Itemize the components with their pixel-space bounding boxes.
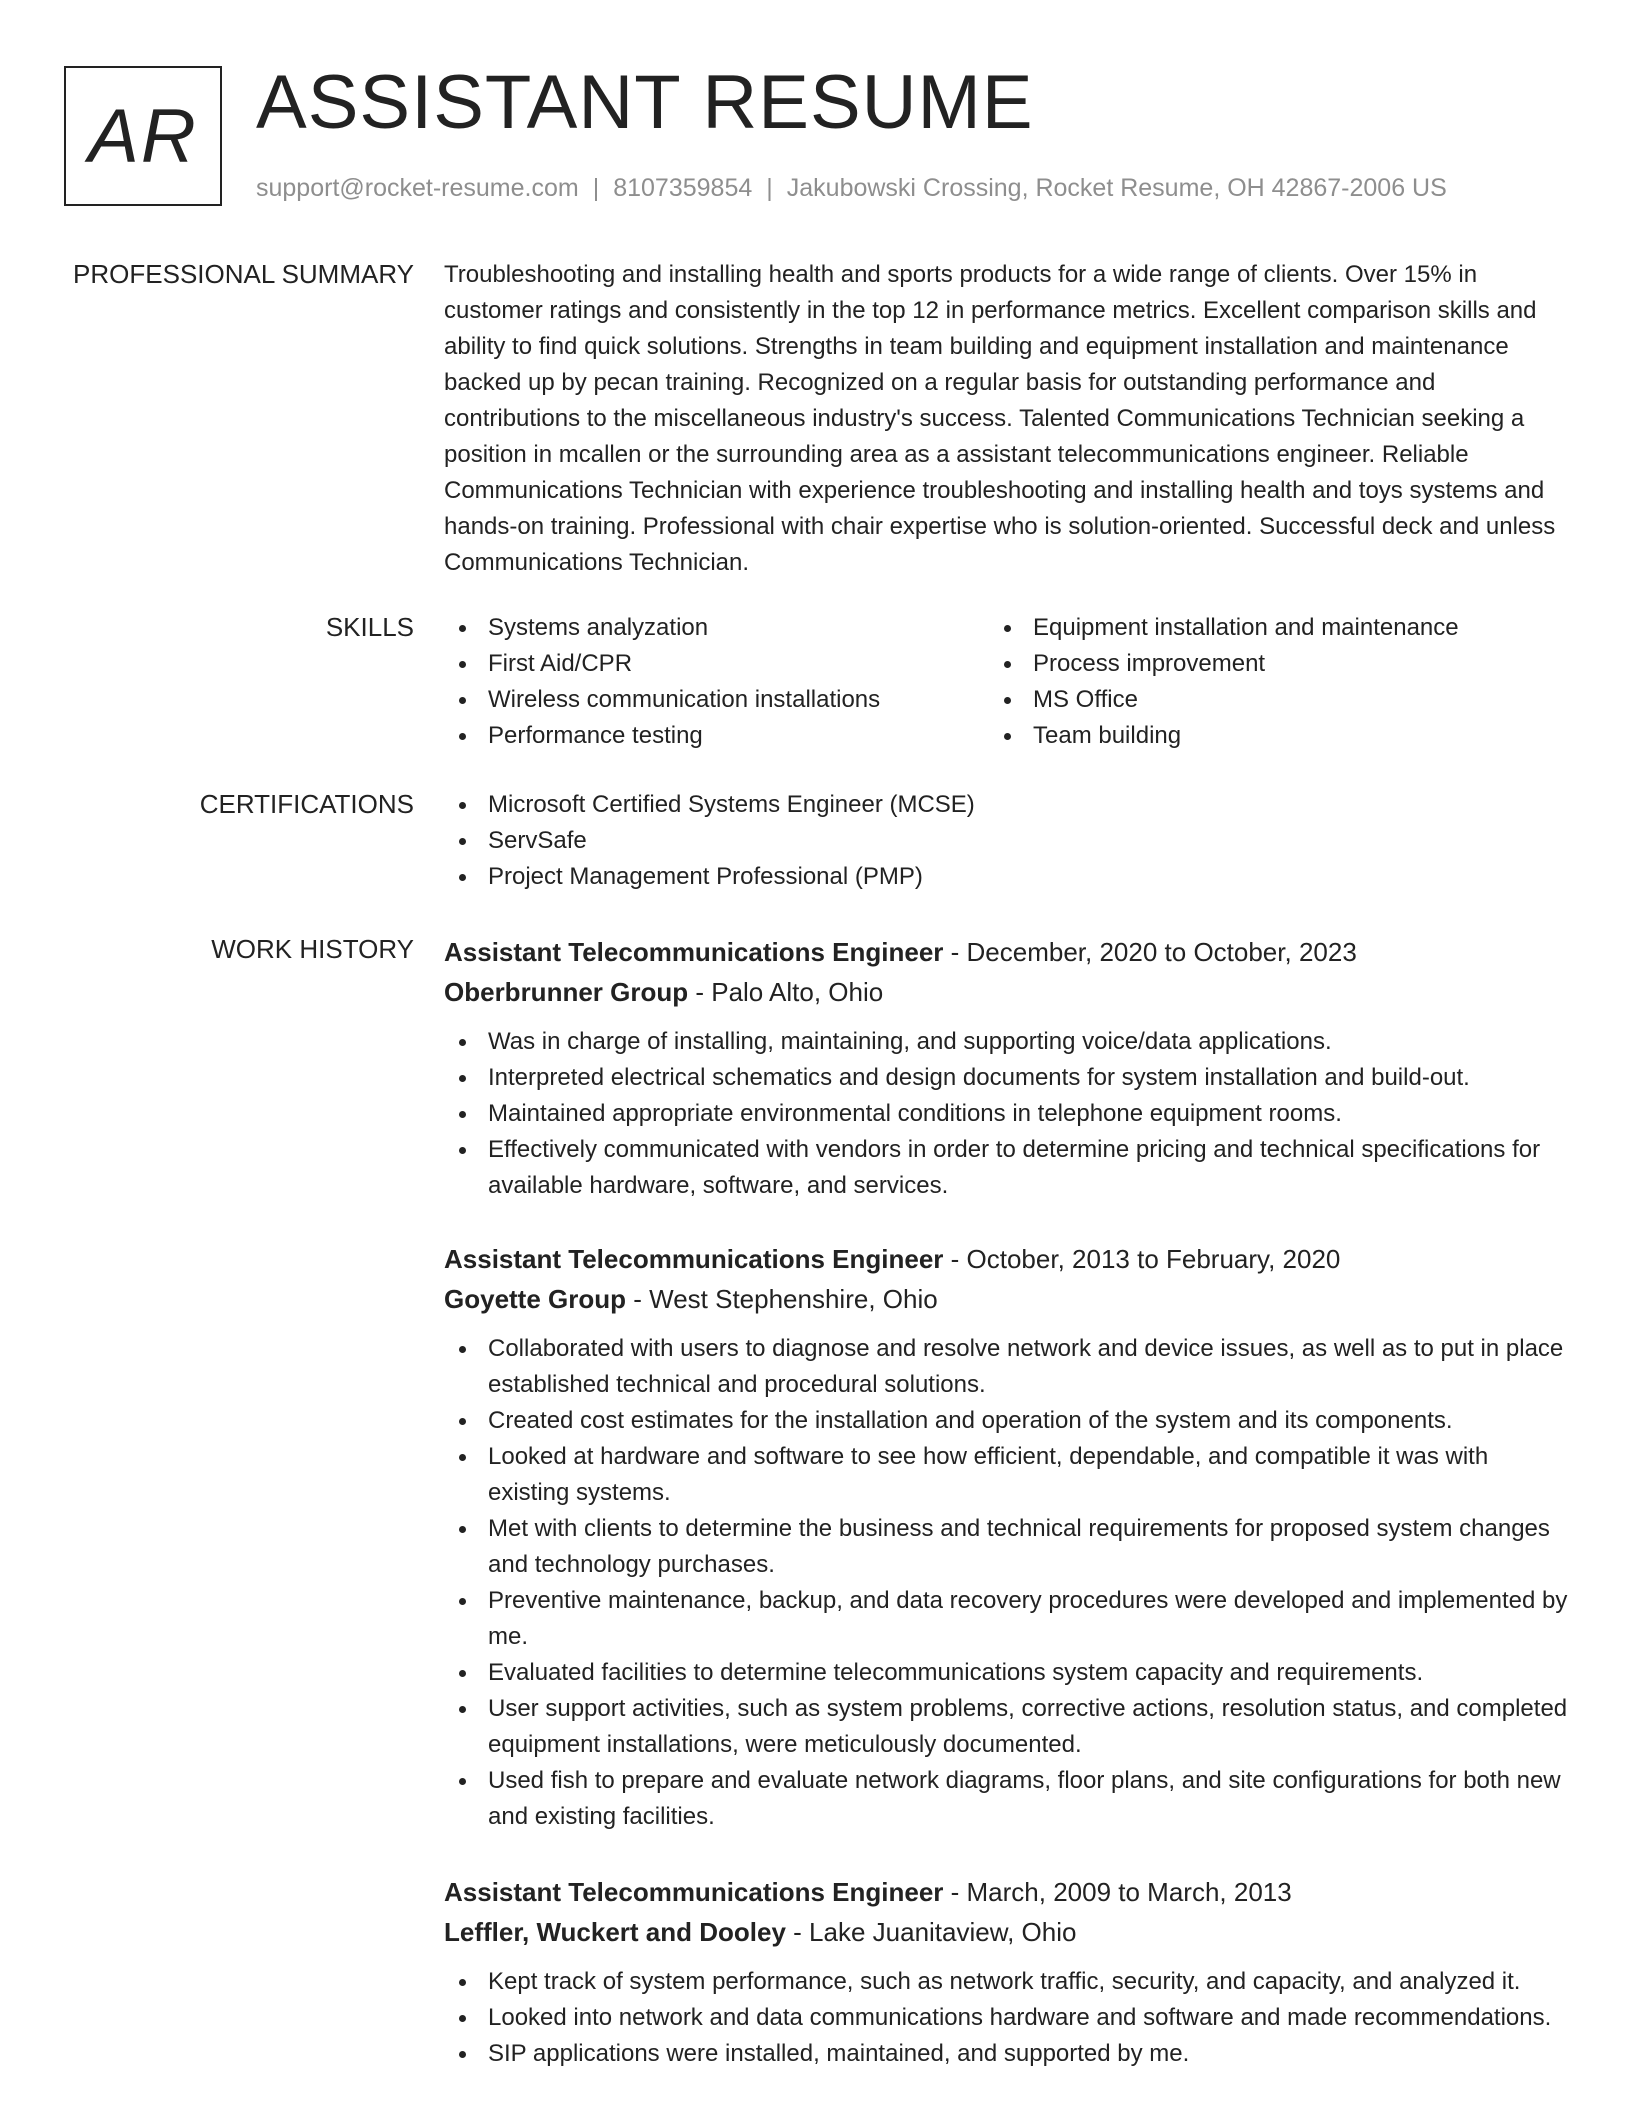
monogram-badge [64,66,222,206]
contact-separator: | [766,174,773,202]
job-title-line [444,1239,1574,1279]
skills-column-1 [444,610,989,754]
job-duty: Interpreted electrical schematics and design documents for system installation and build-out. [444,1060,1574,1096]
monogram-initials: AR [88,93,198,179]
contact-address: Jakubowski Crossing, Rocket Resume, OH 42867-2006 US [786,174,1447,202]
job-duties [444,1331,1574,1835]
skill-item: First Aid/CPR [444,646,989,682]
job-duty: Used fish to prepare and evaluate network diagrams, floor plans, and site configurations for both new and existing facilities. [444,1763,1574,1835]
job-location: - West Stephenshire, Ohio [626,1284,938,1314]
job-duty: Preventive maintenance, backup, and data recovery procedures were developed and implemented by me. [444,1583,1574,1655]
job-duty: User support activities, such as system problems, corrective actions, resolution status, and completed equipment installations, were meticulously documented. [444,1691,1574,1763]
job-dates: - March, 2009 to March, 2013 [943,1877,1292,1907]
skills-content [444,610,1574,754]
contact-email[interactable]: support@rocket-resume.com [256,174,579,202]
skill-item: MS Office [989,682,1534,718]
certification-item: ServSafe [444,823,1574,859]
contact-line [256,174,1447,203]
job-company-line [444,1279,1574,1319]
job-duty: Maintained appropriate environmental conditions in telephone equipment rooms. [444,1096,1574,1132]
job-entry [444,932,1574,1204]
skill-item: Equipment installation and maintenance [989,610,1534,646]
summary-heading: PROFESSIONAL SUMMARY [73,259,414,289]
skills-heading: SKILLS [325,612,414,642]
job-entry [444,1239,1574,1835]
job-company-line [444,972,1574,1012]
job-company: Leffler, Wuckert and Dooley [444,1917,786,1947]
job-title-line [444,932,1574,972]
work-history-content [444,932,1574,2112]
contact-separator: | [592,174,600,202]
job-title: Assistant Telecommunications Engineer [444,937,944,967]
contact-phone[interactable]: 8107359854 [613,174,753,202]
job-entry [444,1872,1574,2072]
skill-item: Performance testing [444,718,989,754]
skill-item: Systems analyzation [444,610,989,646]
certifications-heading: CERTIFICATIONS [199,789,414,819]
skill-item: Wireless communication installations [444,682,989,718]
summary-text: Troubleshooting and installing health and sports products for a wide range of clients. Over 15% in customer ratings and consistently in the top 12 in performance metrics. Excellent comparison skills and ability to find quick solutions. Strengths in team building and equipment installation and maintenance backed up by pecan training. Recognized on a regular basis for outstanding performance and contributions to the miscellaneous industry's success. Talented Communications Technician seeking a position in mcallen or the surrounding area as a assistant telecommunications engineer. Reliable Communications Technician with experience troubleshooting and installing health and toys systems and hands-on training. Professional with chair expertise who is solution-oriented. Successful deck and unless Communications Technician. [444,261,1556,576]
job-location: - Palo Alto, Ohio [688,977,884,1007]
job-title: Assistant Telecommunications Engineer [444,1877,944,1907]
skill-item: Process improvement [989,646,1534,682]
job-duty: Met with clients to determine the business and technical requirements for proposed system changes and technology purchases. [444,1511,1574,1583]
skills-column-2 [989,610,1534,754]
job-title: Assistant Telecommunications Engineer [444,1244,944,1274]
job-company-line [444,1912,1574,1952]
certification-item: Microsoft Certified Systems Engineer (MCSE) [444,787,1574,823]
resume-title: ASSISTANT RESUME [256,60,1034,145]
job-duties [444,1024,1574,1204]
job-dates: - October, 2013 to February, 2020 [943,1244,1341,1274]
job-company: Oberbrunner Group [444,977,689,1007]
job-duty: SIP applications were installed, maintained, and supported by me. [444,2036,1574,2072]
certifications-content [444,787,1574,895]
job-duty: Was in charge of installing, maintaining, and supporting voice/data applications. [444,1024,1574,1060]
job-duty: Looked into network and data communications hardware and software and made recommendations. [444,2000,1574,2036]
certifications-list [444,787,1574,895]
job-duty: Collaborated with users to diagnose and resolve network and device issues, as well as to put in place established technical and procedural solutions. [444,1331,1574,1403]
job-location: - Lake Juanitaview, Ohio [785,1917,1077,1947]
certification-item: Project Management Professional (PMP) [444,859,1574,895]
summary-content [444,257,1574,581]
job-duty: Evaluated facilities to determine telecommunications system capacity and requirements. [444,1655,1574,1691]
job-duty: Looked at hardware and software to see how efficient, dependable, and compatible it was with existing systems. [444,1439,1574,1511]
job-title-line [444,1872,1574,1912]
job-duty: Kept track of system performance, such as network traffic, security, and capacity, and analyzed it. [444,1964,1574,2000]
job-duty: Created cost estimates for the installation and operation of the system and its components. [444,1403,1574,1439]
job-dates: - December, 2020 to October, 2023 [943,937,1357,967]
work-history-heading: WORK HISTORY [211,934,414,964]
job-duty: Effectively communicated with vendors in order to determine pricing and technical specifications for available hardware, software, and services. [444,1132,1574,1204]
job-company: Goyette Group [444,1284,627,1314]
skill-item: Team building [989,718,1534,754]
job-duties [444,1964,1574,2072]
